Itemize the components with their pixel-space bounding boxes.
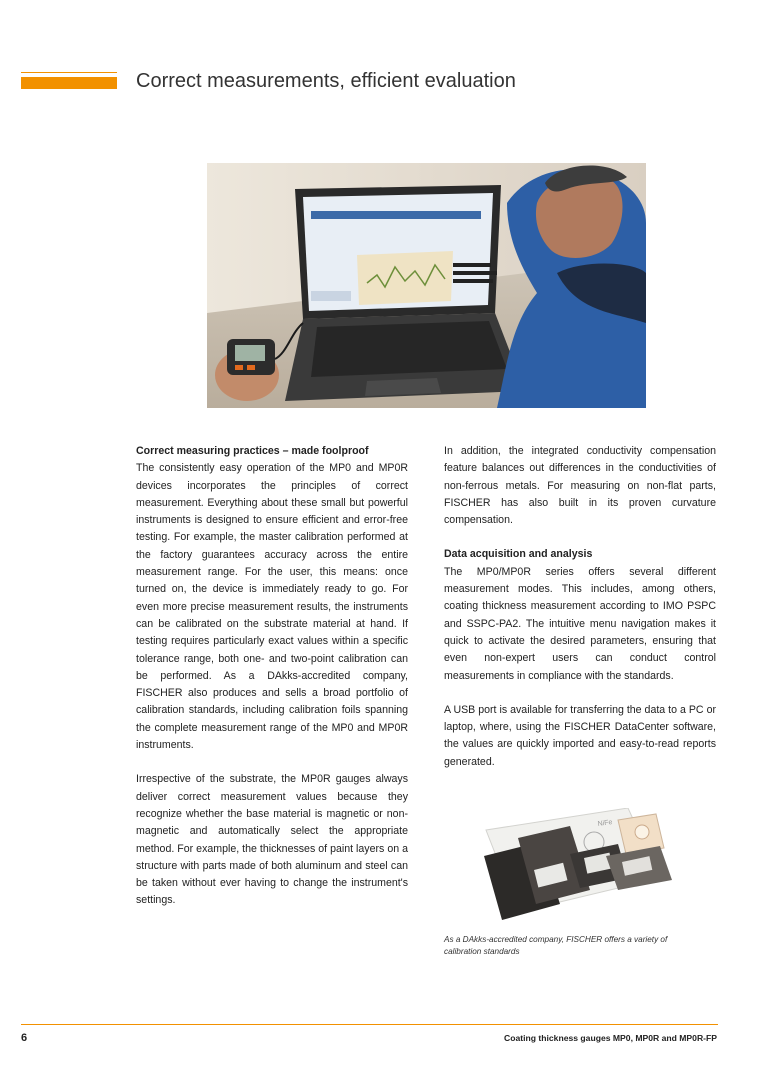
section-heading-data-acquisition: Data acquisition and analysis	[444, 548, 593, 561]
paragraph: A USB port is available for transferring the data to a PC or laptop, where, using the FISCHER DataCenter software, the values are quickly imported and easy-to-read reports generated.	[444, 703, 716, 768]
footer-divider	[21, 1024, 718, 1025]
image-caption: As a DAkks-accredited company, FISCHER offers a variety of calibration standards	[444, 935, 668, 956]
paragraph: The consistently easy operation of the MP0 and MP0R devices incorporates the principles of correct measurement. Everything about these small but powerful instruments is designed to ensure efficient and error-free testing. For example, the master calibration performed at the factory guarantees accuracy across the entire measurement range. For the user, this means: once turned on, the device is immediately ready to go. For even more precise measurement results, the instruments can be calibrated on the substrate material at hand. If testing requires particularly exact values within a specific tolerance range, both one- and two-point calibration can be performed. As a DAkks-accredited company, FISCHER also produces and sells a broad portfolio of calibration standards, including calibration foils spanning the complete measurement range of the MP0 and MP0R instruments.	[136, 462, 408, 752]
paragraph: The MP0/MP0R series offers several different measurement modes. This includes, among others, coating thickness measurement according to IMO PSPC and SSPC-PA2. The intuitive menu navigation makes it quick to activate the desired parameters, ensuring that even non-expert users can conduct control measurements in compliance with the standards.	[444, 565, 716, 682]
page-title: Correct measurements, efficient evaluation	[136, 70, 516, 92]
nife-card-label: NiFe	[597, 818, 613, 828]
calibration-standards-photo	[478, 808, 682, 926]
footer-product-title: Coating thickness gauges MP0, MP0R and MP0R-FP	[504, 1033, 717, 1043]
header-accent-bar	[21, 77, 117, 89]
paragraph: In addition, the integrated conductivity compensation feature balances out differences in the conductivities of non-ferrous metals. For measuring on non-flat parts, FISCHER has also built in its proven curvature compensation.	[444, 445, 716, 527]
paragraph: Irrespective of the substrate, the MP0R gauges always deliver correct measurement values because they recognize whether the base material is magnetic or non-magnetic and automatically select the appropriate method. For example, the thicknesses of paint layers on a structure with parts made of both aluminum and steel can be taken without ever having to change the instrument's settings.	[136, 773, 408, 907]
right-text-column	[444, 443, 716, 788]
section-heading-measuring-practices: Correct measuring practices – made foolproof	[136, 445, 369, 457]
left-text-column	[136, 443, 408, 927]
laptop-measurement-photo	[207, 163, 646, 408]
page-number: 6	[21, 1032, 28, 1044]
